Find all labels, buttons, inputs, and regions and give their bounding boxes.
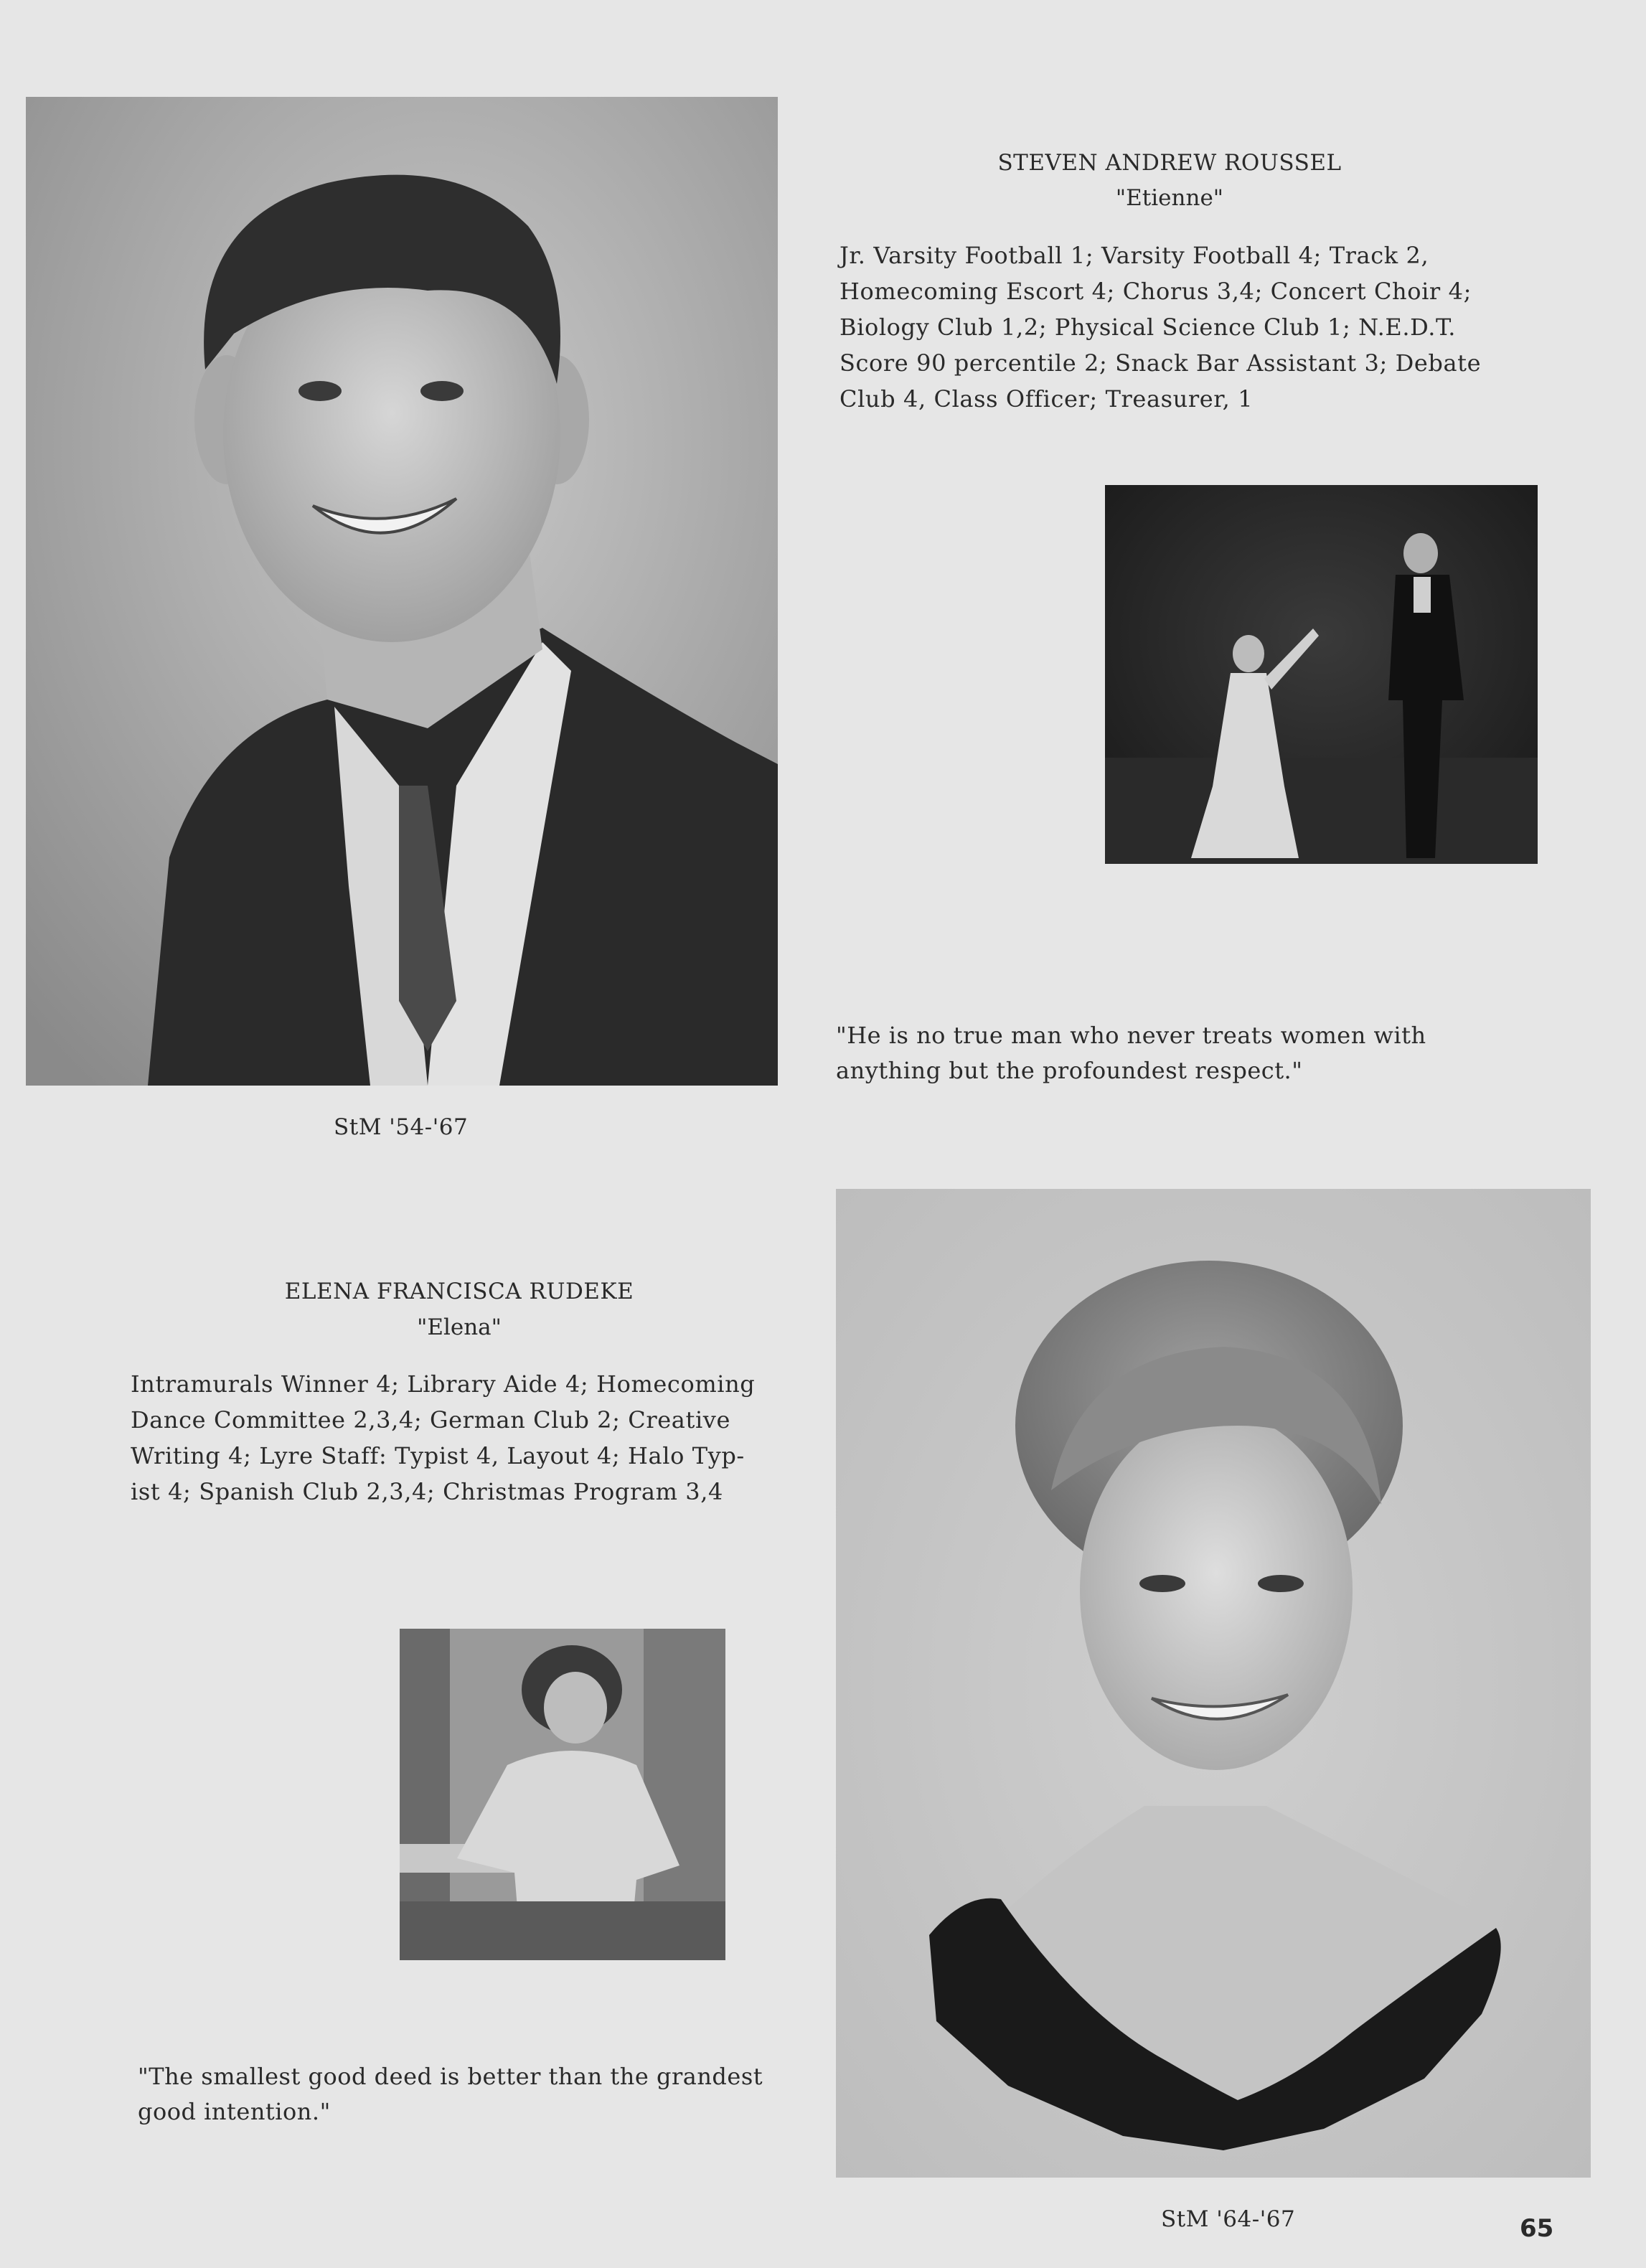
activities-line: Score 90 percentile 2; Snack Bar Assistant 3; Debate <box>840 349 1482 377</box>
student-name-elena: ELENA FRANCISCA RUDEKE <box>284 1279 634 1304</box>
activities-line: ist 4; Spanish Club 2,3,4; Christmas Program 3,4 <box>131 1478 723 1505</box>
quote-line: anything but the profoundest respect." <box>836 1057 1303 1084</box>
activities-line: Intramurals Winner 4; Library Aide 4; Homecoming <box>131 1370 756 1398</box>
page-number: 65 <box>1520 2214 1554 2243</box>
portrait-photo-steven <box>26 97 778 1086</box>
activities-line: Writing 4; Lyre Staff: Typist 4, Layout 4; Halo Typ- <box>131 1442 745 1469</box>
quote-line: "He is no true man who never treats women with <box>836 1022 1426 1049</box>
student-nickname-elena: "Elena" <box>417 1314 502 1340</box>
activities-line: Biology Club 1,2; Physical Science Club 1; N.E.D.T. <box>840 314 1457 341</box>
activities-line: Club 4, Class Officer; Treasurer, 1 <box>840 385 1254 413</box>
portrait-photo-elena <box>836 1189 1591 2178</box>
quote-line: good intention." <box>138 2098 331 2125</box>
candid-photo-elena <box>400 1629 725 1960</box>
years-caption-elena: StM '64-'67 <box>1161 2206 1296 2232</box>
candid-photo-steven <box>1105 485 1538 864</box>
student-name-steven: STEVEN ANDREW ROUSSEL <box>997 150 1342 176</box>
quote-line: "The smallest good deed is better than the grandest <box>138 2063 763 2090</box>
activities-line: Homecoming Escort 4; Chorus 3,4; Concert Choir 4; <box>840 278 1472 305</box>
student-nickname-steven: "Etienne" <box>1115 185 1224 211</box>
quote-elena <box>138 2059 855 2130</box>
activities-line: Dance Committee 2,3,4; German Club 2; Creative <box>131 1406 730 1434</box>
activities-list-elena <box>131 1366 848 1510</box>
years-caption-steven: StM '54-'67 <box>334 1114 469 1140</box>
quote-steven <box>836 1018 1625 1088</box>
activities-line: Jr. Varsity Football 1; Varsity Football 4; Track 2, <box>840 242 1429 269</box>
activities-list-steven <box>840 237 1629 417</box>
